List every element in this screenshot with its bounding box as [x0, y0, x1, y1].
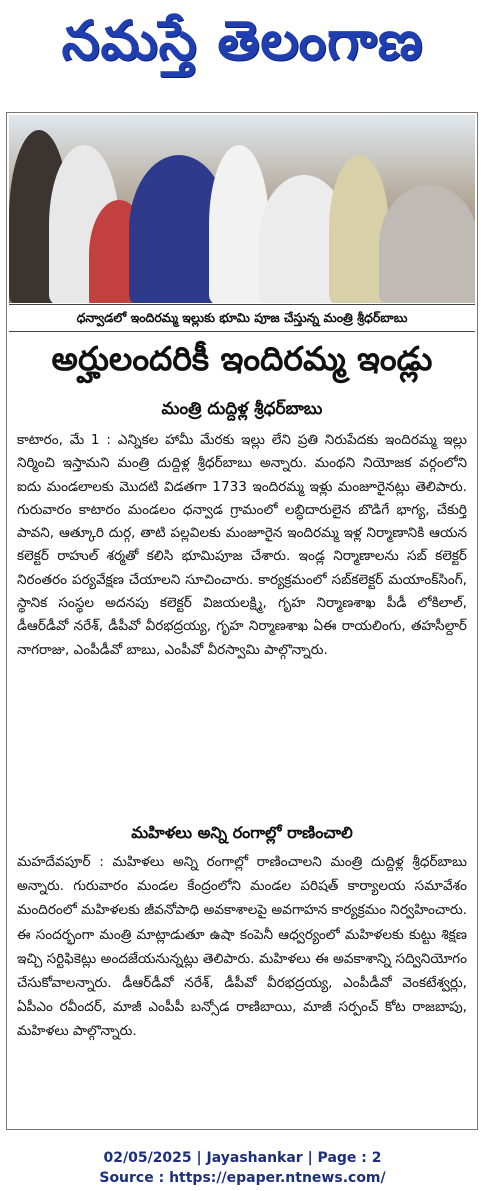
news-clipping [6, 112, 478, 1130]
article-dateline: కాటారం, మే 1 : [17, 432, 111, 448]
photo-caption: ధన్వాడలో ఇందిరమ్మ ఇల్లుకు భూమి పూజ చేస్తున్న మంత్రి శ్రీధర్‌బాబు [9, 304, 475, 332]
masthead [0, 0, 485, 95]
subheadline: మహిళలు అన్ని రంగాల్లో రాణించాలి [131, 823, 353, 842]
article-byline: మంత్రి దుద్దిళ్ల శ్రీధర్‌బాబు [161, 399, 323, 419]
article2-dateline: మహదేవపూర్ : [17, 854, 104, 870]
article-text: ఎన్నికల హామీ మేరకు ఇల్లు లేని ప్రతి నిరుపేదకు ఇందిరమ్మ ఇల్లు నిర్మించి ఇస్తామని మంత్రి దుద్దిళ్ల శ్రీధర్‌బాబు అన్నారు. మంథని నియోజక వర్గంలోని ఐదు మండలాలకు మొదటి విడతగా 1733 ఇందిరమ్మ ఇళ్లు మంజూరైనట్లు తెలిపారు. గురువారం కాటారం మండలం ధన్వాడ గ్రామంలో లబ్ధిదారులైన బొడిగే భాగ్య, చేకుర్తి పావని, ఆత్కూరి దుర్గ, తాటి పల్లవిలకు మంజూరైన ఇందిరమ్మ ఇళ్ల నిర్మాణానికి ఆయన కలెక్టర్ రాహుల్ శర్మతో కలిసి భూమిపూజ చేశారు. ఇండ్ల నిర్మాణాలను సబ్ కలెక్టర్ నిరంతరం పర్యవేక్షణ చేయాలని సూచించారు. కార్యక్రమంలో సబ్‌కలెక్టర్ మయాంక్‌సింగ్, స్థానిక సంస్థల అదనపు కలెక్టర్ విజయలక్ష్మి, గృహ నిర్మాణశాఖ పీడీ లోకిలాల్, డీఆర్‌డీవో నరేశ్, డీపీవో వీరభద్రయ్య, గృహ నిర్మాణశాఖ ఏఈ రాయలింగు, తహసీల్దార్ నాగరాజు, ఎంపీడీవో బాబు, ఎంపీవో వీరస్వామి పాల్గొన్నారు. [17, 432, 467, 658]
news-photo [9, 115, 475, 303]
footer-source: Source : https://epaper.ntnews.com/ [99, 1170, 386, 1186]
article2-body [17, 850, 467, 1044]
footer-info: 02/05/2025 | Jayashankar | Page : 2 [103, 1150, 382, 1166]
article2-text: మహిళలు అన్ని రంగాల్లో రాణించాలని మంత్రి దుద్దిళ్ల శ్రీధర్‌బాబు అన్నారు. గురువారం మండల కేంద్రంలోని మండల పరిషత్ కార్యాలయ సమావేశం మందిరంలో మహిళలకు జీవనోపాధి అవకాశాలపై అవగాహన కార్యక్రమం నిర్వహించారు. ఈ సందర్భంగా మంత్రి మాట్లాడుతూ ఉషా కంపెనీ ఆధ్వర్యంలో మహిళలకు కుట్టు శిక్షణ ఇచ్చి సర్టిఫికెట్లు అందజేయనున్నట్లు తెలిపారు. మహిళలు ఈ అవకాశాన్ని సద్వినియోగం చేసుకోవాలన్నారు. డీఆర్‌డీవో నరేశ్, డీపీవో వీరభద్రయ్య, ఎంపీడీవో వెంకటేశ్వర్లు, ఏపీఎం రవీందర్, మాజీ ఎంపీపీ బన్సోడ రాణిబాయి, మాజీ సర్పంచ్ కోట రాజబాపు, మహిళలు పాల్గొన్నారు. [17, 854, 467, 1040]
article-headline: అర్హులందరికీ ఇందిరమ్మ ఇండ్లు [51, 339, 433, 378]
article-body [17, 429, 467, 662]
masthead-title: నమస్తే తెలంగాణ [61, 9, 424, 72]
